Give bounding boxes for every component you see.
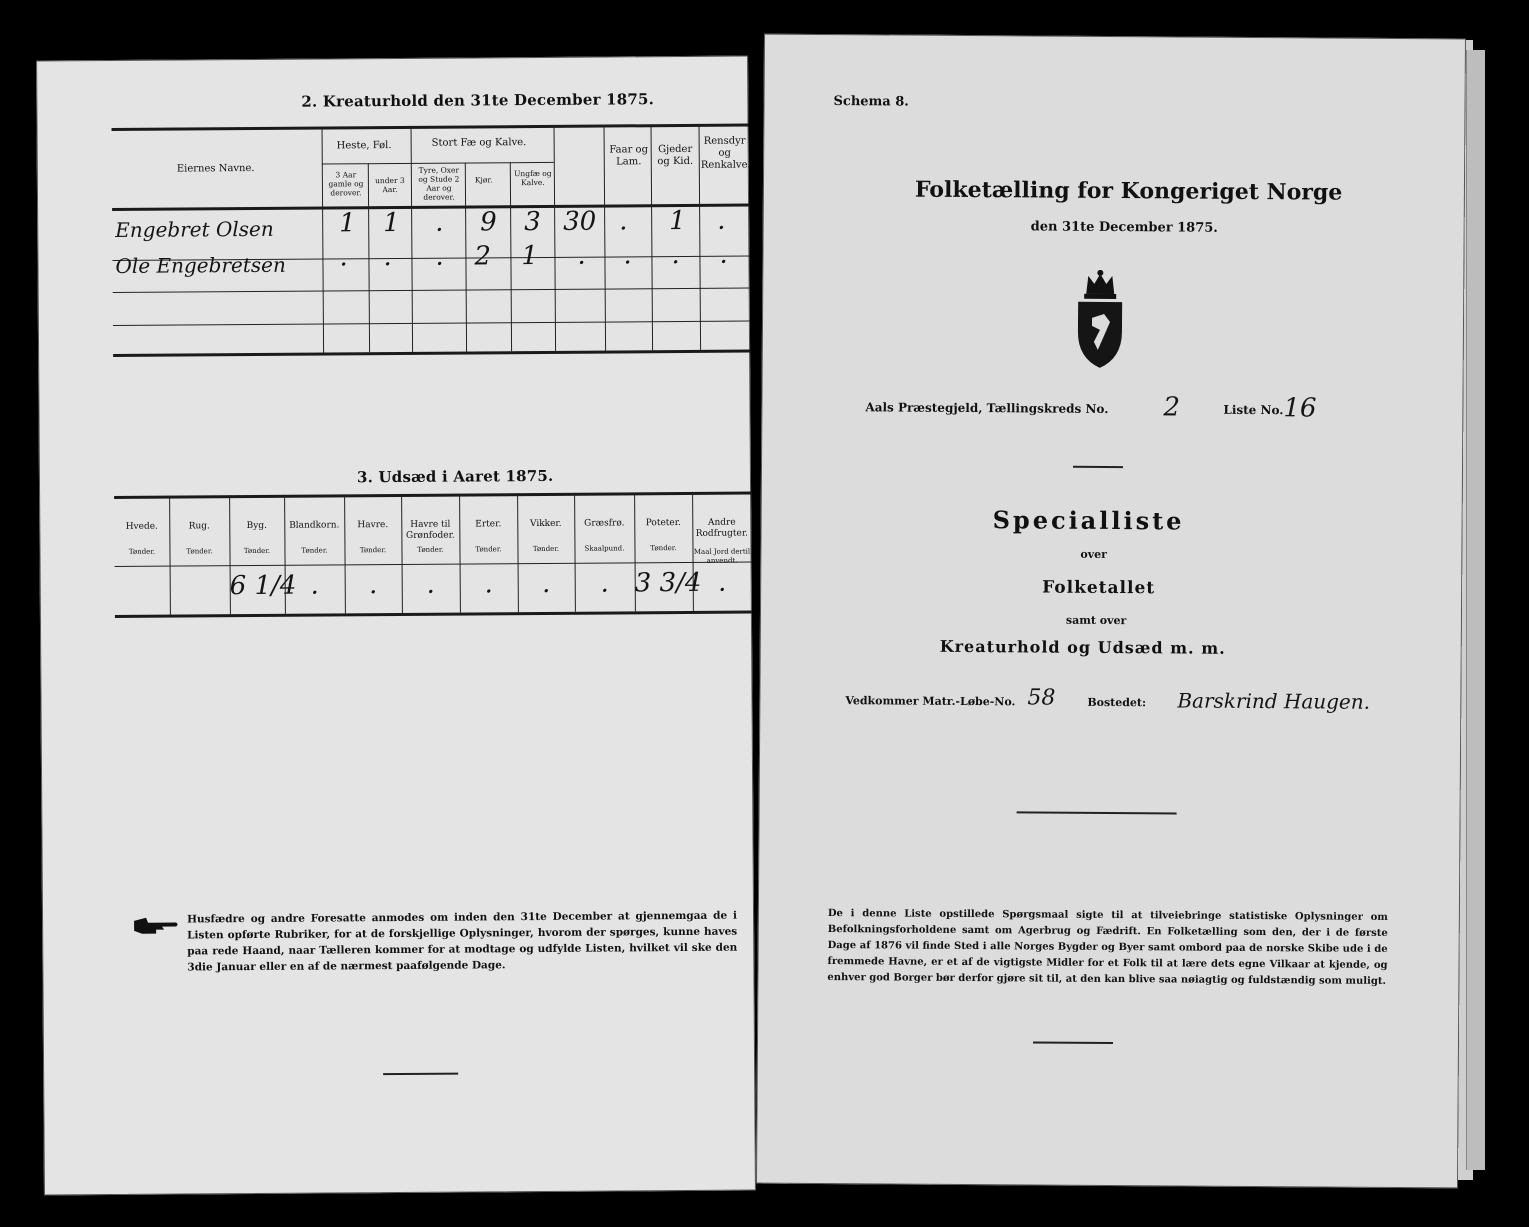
- owner-name: Engebret Olsen: [115, 216, 274, 242]
- seed-value: .: [426, 569, 435, 600]
- seed-value: .: [717, 567, 727, 598]
- cell-pigs: 1: [669, 205, 686, 237]
- seed-value: .: [484, 569, 493, 600]
- seed-header: Blandkorn.: [289, 520, 340, 531]
- cell-goats: .: [623, 240, 632, 271]
- page-stack-edge: [1466, 50, 1485, 1170]
- seed-header: Andre Rodfrugter.: [695, 517, 749, 539]
- seed-header: Erter.: [475, 519, 502, 530]
- cell-goats: .: [619, 206, 628, 237]
- cell-reindeer: .: [717, 205, 726, 236]
- population-label: Folketallet: [1042, 577, 1156, 599]
- seed-unit: Tønder.: [650, 544, 677, 553]
- seed-value: .: [310, 570, 319, 601]
- livestock-seed-label: Kreaturhold og Udsæd m. m.: [939, 636, 1226, 658]
- cell-pigs: .: [671, 240, 680, 271]
- table-rule: [113, 321, 750, 326]
- parish-label: Aals Præstegjeld, Tællingskreds No.: [865, 400, 1109, 416]
- over-label: over: [1080, 547, 1107, 561]
- seed-unit: Tønder.: [301, 546, 328, 555]
- seed-unit: Tønder.: [532, 544, 560, 554]
- seed-value: .: [600, 568, 609, 599]
- seed-value: 3 3/4: [634, 567, 702, 599]
- seed-header: Havre.: [357, 520, 389, 531]
- seed-unit: Tønder.: [359, 546, 387, 555]
- seed-unit: Tønder.: [417, 545, 444, 554]
- header-reindeer: Rensdyr og Renkalve.: [700, 135, 751, 171]
- special-list-title: Specialliste: [992, 505, 1185, 536]
- table-rule: [113, 350, 750, 357]
- header-owner: Eiernes Navne.: [176, 162, 255, 175]
- cell-horses-old: 1: [339, 208, 356, 239]
- cell-cows: 9: [480, 207, 497, 238]
- cell-young: 1: [521, 241, 539, 272]
- table-rule: [113, 288, 750, 293]
- left-page: [36, 56, 756, 1196]
- cell-reindeer: .: [719, 239, 728, 270]
- cell-bulls: .: [435, 207, 444, 238]
- bosted-value: Barskrind Haugen.: [1177, 688, 1371, 714]
- seed-section-title: 3. Udsæd i Aaret 1875.: [356, 466, 554, 487]
- census-explanation: De i denne Liste opstillede Spørgsmaal sigte til at tilveiebringe statistiske Oplysninger om Befolkningsforholdene samt om Agerbrug og Fædrift. En Folketælling som den, der i de første Dage af 1876 vil finde Sted i alle Norges Bygder og Byer samt ombord paa de norske Skibe ude i de fremmede Havne, er et af de vigtigste Midler for et Folk til at lære dets egne Vilkaar at kjende, og enhver god Borger bør derfor gjøre sit til, at den kan blive saa nøiagtig og fuldstændig som muligt.: [827, 908, 1388, 987]
- coat-of-arms-icon: [1070, 270, 1131, 370]
- seed-unit: Skaalpund.: [584, 544, 625, 553]
- table-col: [554, 125, 557, 351]
- header-young-cattle: Ungfæ og Kalve.: [514, 168, 552, 188]
- divider: [1017, 811, 1177, 814]
- table-rule: [112, 124, 749, 131]
- header-horses-young: under 3 Aar.: [375, 175, 405, 195]
- seed-header: Vikker.: [529, 518, 562, 530]
- cell-sheep: 30: [563, 206, 597, 237]
- census-date: den 31te December 1875.: [1030, 219, 1218, 236]
- table-rule: [115, 611, 752, 618]
- cell-horses-old: .: [339, 242, 348, 273]
- divider: [1073, 466, 1123, 468]
- seed-header: Græsfrø.: [584, 518, 625, 529]
- main-title: Folketælling for Kongeriget Norge: [914, 176, 1343, 206]
- schema-label: Schema 8.: [833, 94, 909, 110]
- samt-over-label: samt over: [1065, 613, 1127, 628]
- district-number: 2: [1163, 392, 1181, 423]
- seed-header: Poteter.: [645, 518, 681, 529]
- end-rule: [383, 1073, 458, 1076]
- pointing-hand-icon: [132, 915, 180, 937]
- table-rule: [114, 492, 751, 499]
- seed-value: 6 1/4: [229, 570, 297, 602]
- seed-header: Hvede.: [125, 521, 158, 532]
- cell-bulls: .: [435, 241, 444, 272]
- end-rule: [1033, 1041, 1113, 1044]
- instruction-note: Husfædre og andre Foresatte anmodes om inden den 31te December at gjennemgaa de i Listen opførte Rubriker, for at de forskjellige Oplysninger, hvorom der spørges, kunne haves paa rede Haand, naar Tælleren kommer for at modtage og udfylde Listen, hvilket vil ske den 3die Januar eller en af de nærmest paafølgende Dage.: [187, 909, 738, 974]
- cell-horses-young: .: [383, 242, 392, 273]
- header-bulls: Tyre, Oxer og Stude 2 Aar og derover.: [418, 165, 460, 202]
- header-cattle: Stort Fæ og Kalve.: [431, 137, 527, 149]
- seed-unit: Tønder.: [128, 547, 156, 556]
- header-goats: Gjeder og Kid.: [657, 143, 694, 168]
- header-horses: Heste, Føl.: [336, 140, 392, 152]
- cell-horses-young: 1: [383, 207, 400, 239]
- seed-header: Byg.: [246, 520, 267, 532]
- seed-unit: Tønder.: [186, 547, 213, 556]
- seed-value: .: [368, 570, 378, 601]
- matr-label: Vedkommer Matr.-Løbe-No.: [845, 694, 1016, 709]
- owner-name: Ole Engebretsen: [115, 252, 286, 278]
- list-number: 16: [1283, 393, 1317, 424]
- cell-sheep: .: [577, 240, 586, 271]
- seed-unit: Tønder.: [475, 545, 502, 554]
- bosted-label: Bostedet:: [1087, 695, 1147, 710]
- cell-young: 3: [524, 206, 541, 238]
- header-sheep: Faar og Lam.: [609, 144, 649, 168]
- header-horses-old: 3 Aar gamle og derover.: [328, 170, 364, 198]
- seed-value: .: [541, 568, 551, 599]
- table-col: [411, 126, 414, 352]
- seed-header: Havre til Grønfoder.: [405, 519, 455, 541]
- table-rule: [322, 162, 554, 165]
- table-rule: [115, 562, 752, 567]
- livestock-section-title: 2. Kreaturhold den 31te December 1875.: [301, 90, 655, 111]
- list-label: Liste No.: [1223, 402, 1284, 418]
- matr-number: 58: [1027, 685, 1056, 711]
- table-col: [322, 127, 325, 353]
- seed-unit: Maal Jord dertil anvendt.: [693, 547, 751, 565]
- header-cows: Kjør.: [474, 175, 493, 185]
- seed-header: Rug.: [188, 521, 210, 532]
- cell-cows: 2: [474, 241, 492, 272]
- table-rule: [112, 204, 749, 211]
- seed-unit: Tønder.: [243, 546, 271, 556]
- right-page: [756, 34, 1466, 1189]
